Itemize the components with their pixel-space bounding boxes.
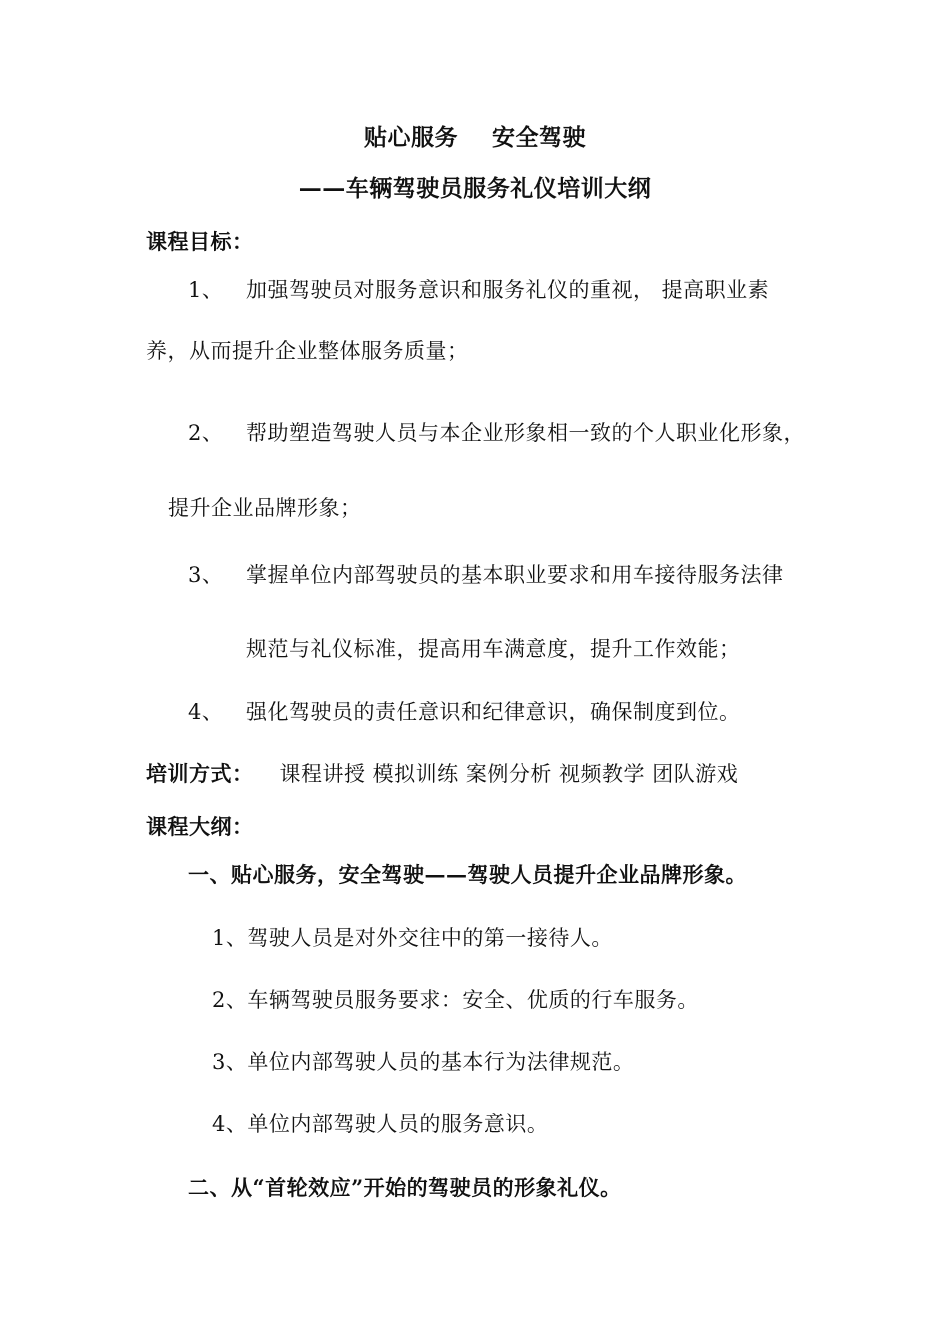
objective-3-line-1: 掌握单位内部驾驶员的基本职业要求和用车接待服务法律 (246, 563, 784, 587)
objective-1-line-2: 养，从而提升企业整体服务质量； (146, 339, 469, 363)
objective-3 (188, 561, 784, 589)
methods-value: 课程讲授 模拟训练 案例分析 视频教学 团队游戏 (279, 762, 739, 786)
objective-1-line-1: 加强驾驶员对服务意识和服务礼仪的重视， 提高职业素 (246, 278, 770, 302)
objective-2 (188, 419, 805, 447)
outline-section-1-item-2: 2、车辆驾驶员服务要求：安全、优质的行车服务。 (212, 988, 699, 1012)
objective-4-line-1: 强化驾驶员的责任意识和纪律意识，确保制度到位。 (246, 700, 741, 724)
outline-section-1-title: 一、贴心服务，安全驾驶——驾驶人员提升企业品牌形象。 (188, 862, 747, 887)
objective-3-number: 3、 (188, 563, 224, 587)
objective-4 (188, 698, 741, 726)
objective-1 (188, 276, 769, 304)
objectives-heading: 课程目标： (146, 229, 254, 254)
document-subtitle: ——车辆驾驶员服务礼仪培训大纲 (298, 175, 652, 202)
outline-section-1-item-4: 4、单位内部驾驶人员的服务意识。 (212, 1112, 549, 1136)
outline-section-1-item-3: 3、单位内部驾驶人员的基本行为法律规范。 (212, 1050, 635, 1074)
title-part-2: 安全驾驶 (492, 124, 586, 151)
objective-2-number: 2、 (188, 421, 224, 445)
objective-2-line-1: 帮助塑造驾驶人员与本企业形象相一致的个人职业化形象， (246, 421, 805, 445)
outline-heading: 课程大纲： (146, 814, 254, 839)
objective-1-number: 1、 (188, 278, 224, 302)
outline-section-1-item-1: 1、驾驶人员是对外交往中的第一接待人。 (212, 926, 613, 950)
objective-2-line-2: 提升企业品牌形象； (168, 496, 362, 520)
title-part-1: 贴心服务 (364, 124, 458, 151)
objective-4-number: 4、 (188, 700, 224, 724)
methods-row (146, 760, 738, 788)
objective-3-line-2: 规范与礼仪标准，提高用车满意度，提升工作效能； (246, 637, 741, 661)
outline-section-2-title: 二、从“首轮效应”开始的驾驶员的形象礼仪。 (188, 1175, 622, 1200)
document-title (0, 124, 950, 152)
methods-heading: 培训方式： (146, 761, 254, 786)
